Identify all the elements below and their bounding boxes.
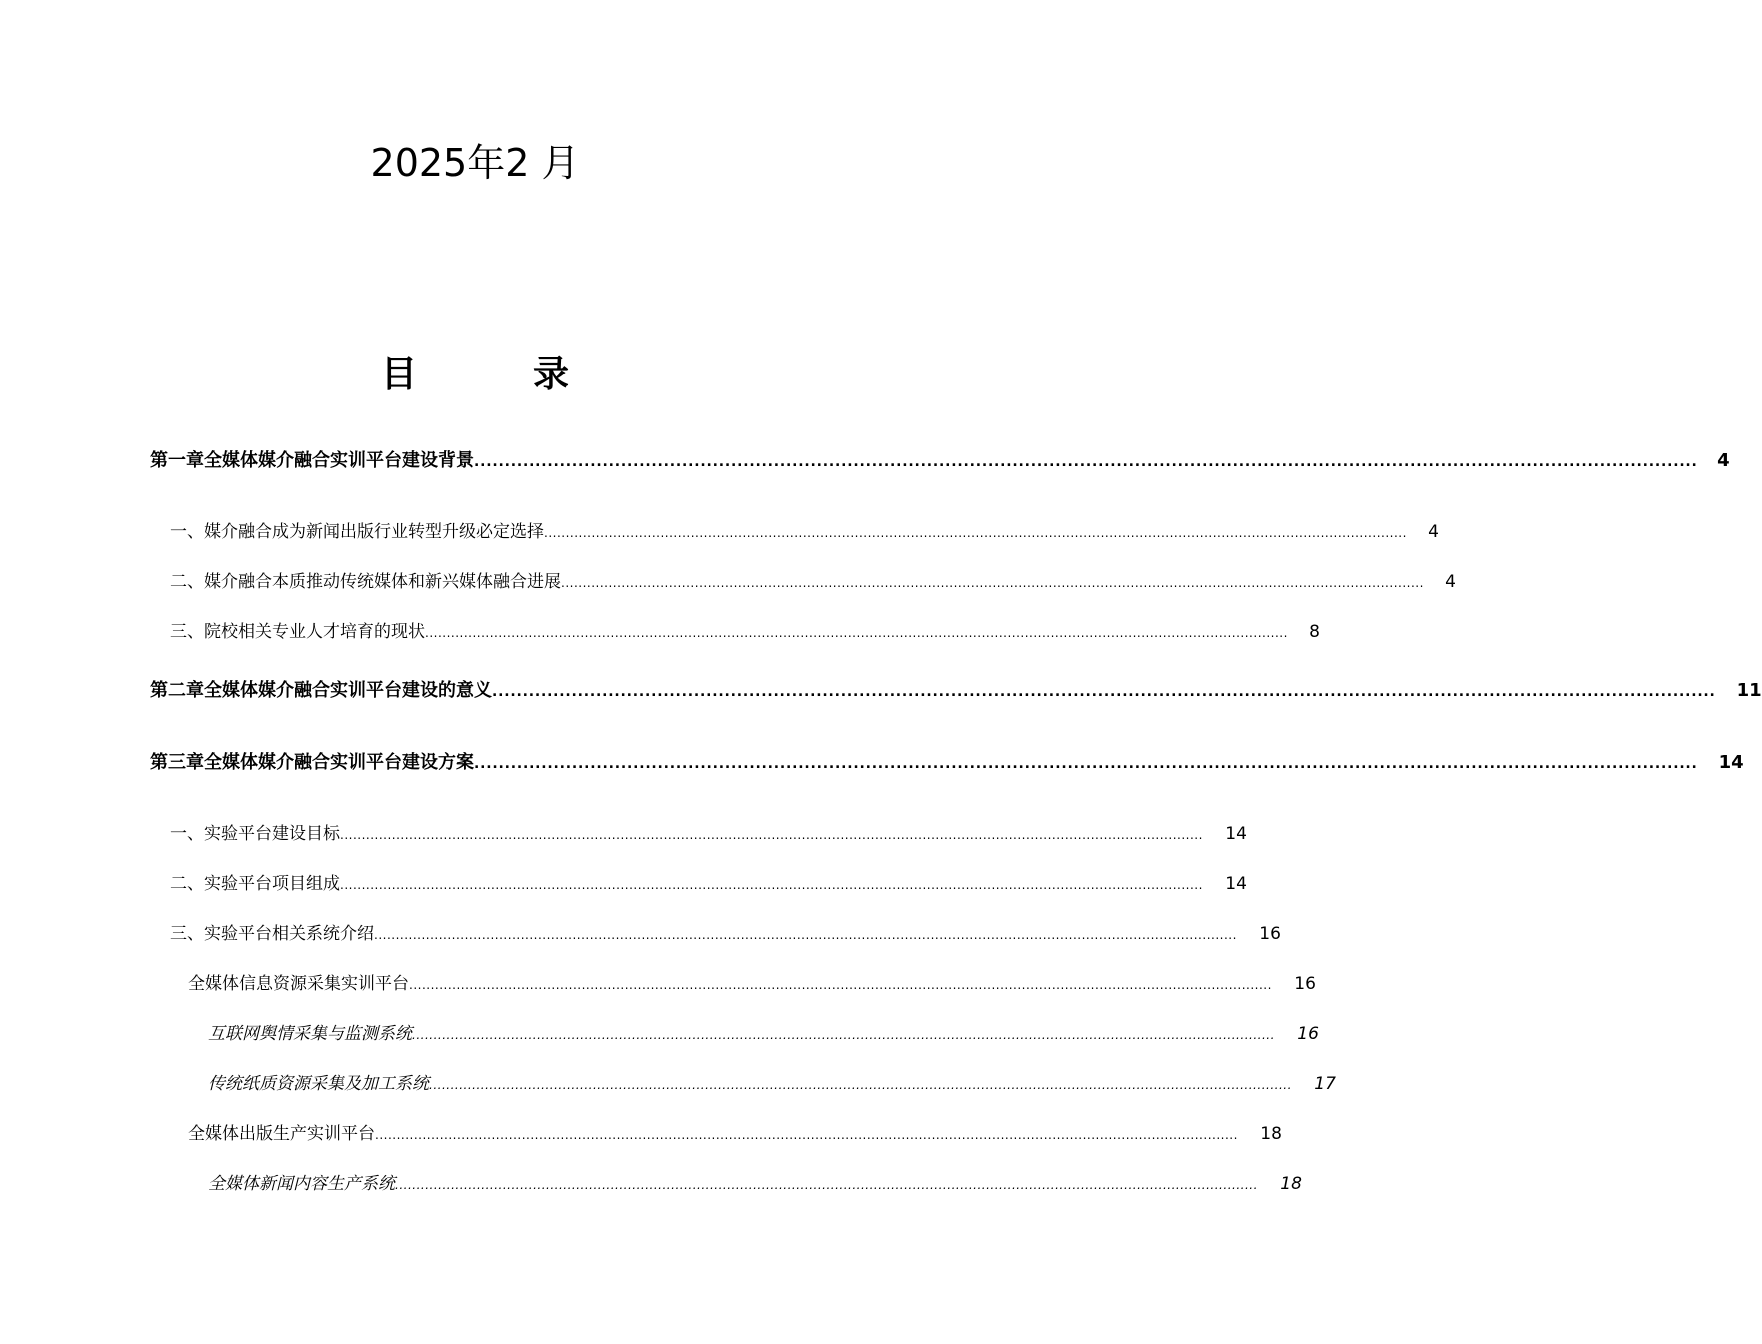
toc-entry-label: 实验平台相关系统介绍: [204, 924, 374, 944]
toc-entry-chapter-1[interactable]: [150, 447, 1730, 475]
toc-entry-section[interactable]: [170, 820, 1247, 848]
toc-leader-dots: ........................................................................................................................................................................................................: [425, 626, 1288, 640]
toc-entry-subsection[interactable]: [188, 970, 1316, 998]
toc-leader-dots: ........................................................................................................................................................................................................: [395, 1178, 1258, 1192]
toc-entry-label: 媒介融合本质推动传统媒体和新兴媒体融合进展: [204, 572, 561, 592]
toc-entry-label: 全媒体新闻内容生产系统: [208, 1174, 395, 1194]
toc-entry-number: 一、: [170, 522, 204, 542]
toc-entry-label: 传统纸质资源采集及加工系统: [208, 1074, 429, 1094]
toc-entry-page: 8: [1309, 622, 1320, 642]
toc-entry-page: 11: [1736, 680, 1762, 701]
toc-entry-section[interactable]: [170, 518, 1439, 546]
toc-entry-page: 4: [1445, 572, 1456, 592]
toc-entry-page: 18: [1280, 1174, 1302, 1194]
toc-leader-dots: ........................................................................................................................................................................................................: [412, 1028, 1275, 1042]
toc-leader-dots: ........................................................................................................................................................................................................: [474, 454, 1698, 470]
toc-entry-number: 三、: [170, 622, 204, 642]
toc-leader-dots: ........................................................................................................................................................................................................: [429, 1078, 1292, 1092]
toc-title: 目 录: [380, 354, 609, 395]
toc-entry-chapter-3[interactable]: [150, 749, 1744, 777]
toc-entry-label: 实验平台项目组成: [204, 874, 340, 894]
toc-entry-chapter-2[interactable]: [150, 677, 1762, 705]
toc-entry-page: 17: [1314, 1074, 1336, 1094]
toc-entry-label: 全媒体媒介融合实训平台建设的意义: [204, 680, 492, 701]
toc-entry-page: 16: [1294, 974, 1316, 994]
toc-leader-dots: ........................................................................................................................................................................................................: [544, 526, 1407, 540]
toc-leader-dots: ........................................................................................................................................................................................................: [375, 1128, 1238, 1142]
toc-entry-subsubsection[interactable]: [208, 1070, 1336, 1098]
toc-leader-dots: ........................................................................................................................................................................................................: [561, 576, 1424, 590]
toc-entry-label: 全媒体媒介融合实训平台建设方案: [204, 752, 474, 773]
toc-entry-label: 全媒体媒介融合实训平台建设背景: [204, 450, 474, 471]
toc-entry-number: 二、: [170, 572, 204, 592]
toc-entry-label: 实验平台建设目标: [204, 824, 340, 844]
toc-entry-page: 16: [1297, 1024, 1319, 1044]
toc-entry-section[interactable]: [170, 568, 1456, 596]
toc-entry-number: 第一章: [150, 450, 204, 471]
toc-entry-page: 14: [1225, 824, 1247, 844]
toc-leader-dots: ........................................................................................................................................................................................................: [340, 828, 1203, 842]
toc-entry-number: 第二章: [150, 680, 204, 701]
toc-entry-subsubsection[interactable]: [208, 1020, 1319, 1048]
toc-entry-number: 第三章: [150, 752, 204, 773]
toc-entry-number: 二、: [170, 874, 204, 894]
toc-leader-dots: ........................................................................................................................................................................................................: [374, 928, 1237, 942]
toc-entry-label: 全媒体出版生产实训平台: [188, 1124, 375, 1144]
toc-entry-page: 14: [1718, 752, 1744, 773]
toc-entry-section[interactable]: [170, 618, 1320, 646]
toc-entry-section[interactable]: [170, 920, 1281, 948]
toc-entry-label: 互联网舆情采集与监测系统: [208, 1024, 412, 1044]
toc-entry-page: 18: [1260, 1124, 1282, 1144]
toc-entry-number: 三、: [170, 924, 204, 944]
toc-leader-dots: ........................................................................................................................................................................................................: [409, 978, 1272, 992]
toc-entry-label: 媒介融合成为新闻出版行业转型升级必定选择: [204, 522, 544, 542]
document-date: 2025年2 月: [370, 141, 580, 185]
toc-entry-page: 16: [1259, 924, 1281, 944]
toc-entry-page: 4: [1428, 522, 1439, 542]
toc-entry-subsubsection[interactable]: [208, 1170, 1302, 1198]
toc-leader-dots: ........................................................................................................................................................................................................: [340, 878, 1203, 892]
toc-entry-label: 全媒体信息资源采集实训平台: [188, 974, 409, 994]
toc-entry-page: 14: [1225, 874, 1247, 894]
toc-entry-number: 一、: [170, 824, 204, 844]
toc-entry-label: 院校相关专业人才培育的现状: [204, 622, 425, 642]
toc-leader-dots: ........................................................................................................................................................................................................: [474, 756, 1698, 772]
toc-entry-subsection[interactable]: [188, 1120, 1282, 1148]
toc-entry-page: 4: [1717, 450, 1730, 471]
toc-entry-section[interactable]: [170, 870, 1247, 898]
toc-leader-dots: ........................................................................................................................................................................................................: [492, 684, 1716, 700]
